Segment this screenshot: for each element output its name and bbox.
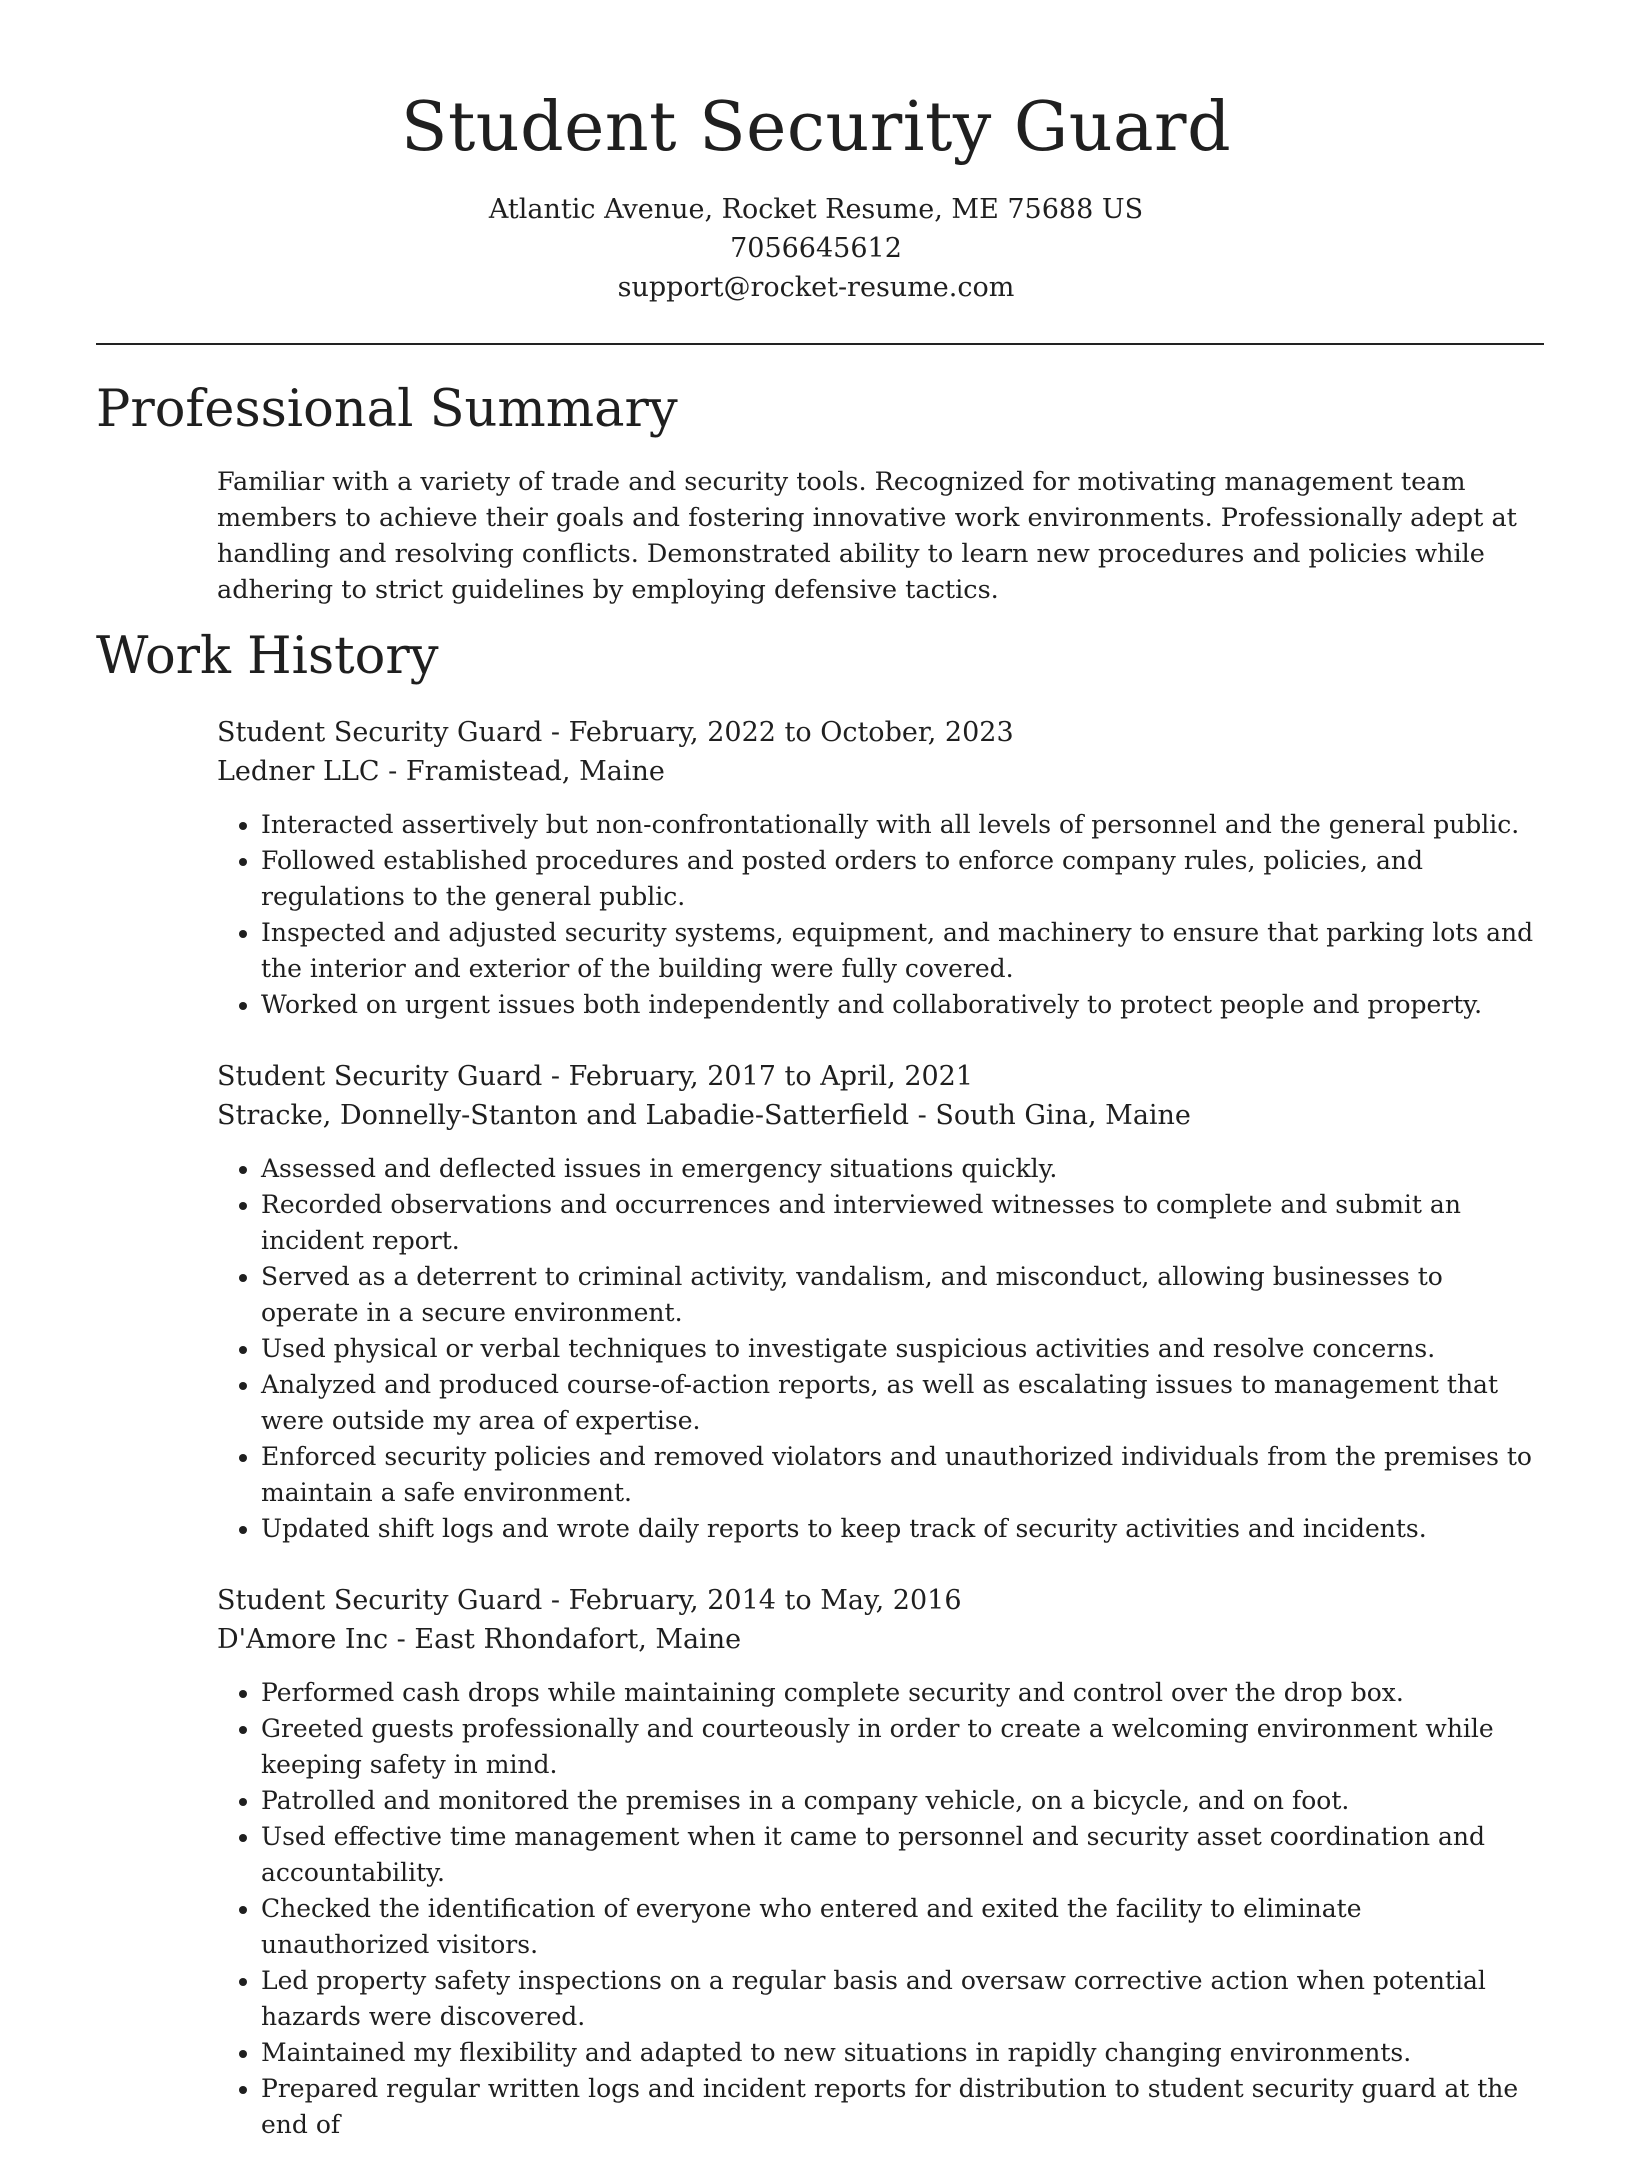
list-item: • Inspected and adjusted security systems, equipment, and machinery to ensure that parking lots and the interior and exterior of the building were fully covered.	[261, 915, 1537, 987]
job-entry	[217, 713, 1537, 1023]
job-company: Stracke, Donnelly-Stanton and Labadie-Satterfield	[217, 1100, 910, 1131]
job-title: Student Security Guard	[217, 1061, 543, 1092]
job-bullets	[217, 1675, 1537, 2143]
list-item: • Patrolled and monitored the premises in a company vehicle, on a bicycle, and on foot.	[261, 1783, 1537, 1819]
header-divider	[96, 343, 1544, 345]
list-item: • Analyzed and produced course-of-action reports, as well as escalating issues to management that were outside my area of expertise.	[261, 1367, 1537, 1439]
list-item: • Interacted assertively but non-confrontationally with all levels of personnel and the general public.	[261, 807, 1537, 843]
contact-email: support@rocket-resume.com	[617, 272, 1015, 303]
job-title-line	[217, 1057, 1537, 1096]
contact-phone: 7056645612	[730, 233, 902, 264]
list-item: • Checked the identification of everyone who entered and exited the facility to eliminate unauthorized visitors.	[261, 1891, 1537, 1963]
list-item: • Assessed and deflected issues in emergency situations quickly.	[261, 1151, 1537, 1187]
job-dates: - February, 2014 to May, 2016	[542, 1585, 962, 1616]
list-item: • Used physical or verbal techniques to investigate suspicious activities and resolve concerns.	[261, 1331, 1537, 1367]
contact-info	[0, 190, 1632, 307]
list-item: • Served as a deterrent to criminal activity, vandalism, and misconduct, allowing businesses to operate in a secure environment.	[261, 1259, 1537, 1331]
job-company-line	[217, 752, 1537, 791]
list-item: • Recorded observations and occurrences and interviewed witnesses to complete and submit an incident report.	[261, 1187, 1537, 1259]
job-title: Student Security Guard	[217, 1585, 543, 1616]
list-item: • Enforced security policies and removed violators and unauthorized individuals from the premises to maintain a safe environment.	[261, 1439, 1537, 1511]
work-history-list	[217, 713, 1537, 2177]
summary-heading: Professional Summary	[96, 380, 678, 439]
job-location: - South Gina, Maine	[909, 1100, 1191, 1131]
list-item: • Used effective time management when it came to personnel and security asset coordination and accountability.	[261, 1819, 1537, 1891]
job-dates: - February, 2017 to April, 2021	[542, 1061, 974, 1092]
job-entry	[217, 1057, 1537, 1547]
list-item: • Updated shift logs and wrote daily reports to keep track of security activities and incidents.	[261, 1511, 1537, 1547]
job-title-line	[217, 713, 1537, 752]
work-history-heading: Work History	[96, 627, 439, 686]
list-item: • Greeted guests professionally and courteously in order to create a welcoming environment while keeping safety in mind.	[261, 1711, 1537, 1783]
list-item: • Performed cash drops while maintaining complete security and control over the drop box.	[261, 1675, 1537, 1711]
job-title: Student Security Guard	[217, 717, 543, 748]
job-company-line	[217, 1096, 1537, 1135]
job-dates: - February, 2022 to October, 2023	[542, 717, 1014, 748]
resume-header	[0, 0, 1632, 307]
job-company: Ledner LLC	[217, 756, 380, 787]
list-item: • Maintained my flexibility and adapted to new situations in rapidly changing environments.	[261, 2035, 1537, 2071]
job-company: D'Amore Inc	[217, 1624, 389, 1655]
summary-text: Familiar with a variety of trade and security tools. Recognized for motivating management team members to achieve their goals and fostering innovative work environments. Professionally adept at handling and resolving conflicts. Demonstrated ability to learn new procedures and policies while adhering to strict guidelines by employing defensive tactics.	[217, 467, 1517, 605]
list-item: • Led property safety inspections on a regular basis and oversaw corrective action when potential hazards were discovered.	[261, 1963, 1537, 2035]
candidate-name: Student Security Guard	[400, 88, 1232, 167]
job-location: - Framistead, Maine	[379, 756, 665, 787]
job-company-line	[217, 1620, 1537, 1659]
job-entry	[217, 1581, 1537, 2143]
list-item: • Followed established procedures and posted orders to enforce company rules, policies, and regulations to the general public.	[261, 843, 1537, 915]
job-title-line	[217, 1581, 1537, 1620]
job-bullets	[217, 807, 1537, 1023]
list-item: • Prepared regular written logs and incident reports for distribution to student security guard at the end of	[261, 2071, 1537, 2143]
job-location: - East Rhondafort, Maine	[388, 1624, 742, 1655]
job-bullets	[217, 1151, 1537, 1547]
contact-address: Atlantic Avenue, Rocket Resume, ME 75688 US	[488, 194, 1144, 225]
list-item: • Worked on urgent issues both independently and collaboratively to protect people and property.	[261, 987, 1537, 1023]
